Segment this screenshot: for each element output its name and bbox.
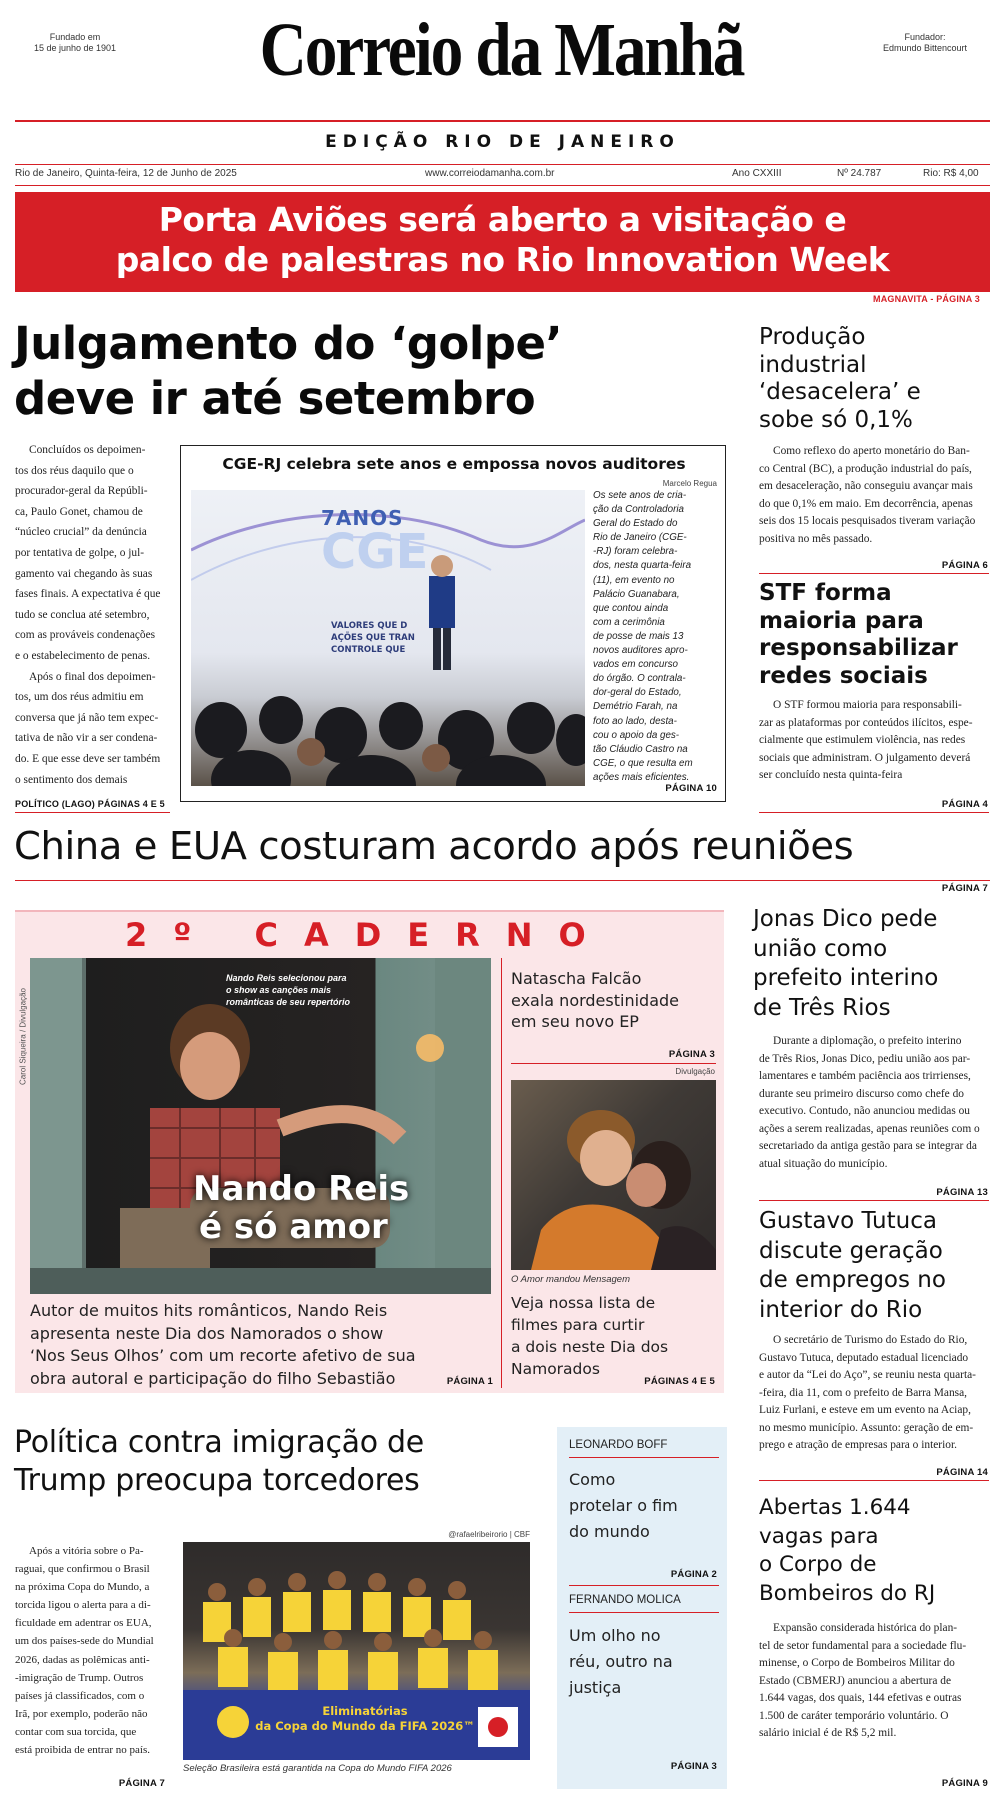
- cge-screen-text-line: AÇÕES QUE TRAN: [331, 633, 415, 643]
- china-page-ref[interactable]: PÁGINA 7: [941, 883, 988, 894]
- cge-caption-line: ações mais eficientes.: [593, 771, 690, 783]
- jonas-headline-line: prefeito interino: [753, 965, 939, 991]
- cge-caption-line: -RJ) foram celebra-: [593, 546, 678, 558]
- tutuca-headline-line: Gustavo Tutuca: [759, 1208, 937, 1234]
- edition-price: Rio: R$ 4,00: [923, 168, 979, 179]
- stf-page-ref[interactable]: PÁGINA 4: [941, 799, 988, 810]
- movie-headline-line: filmes para curtir: [511, 1316, 645, 1334]
- trump-body-line: -imigração de Trump. Outros: [15, 1671, 144, 1684]
- lead-body-line: fases finais. A expectativa é que: [15, 588, 161, 601]
- cge-caption-line: Rio de Janeiro (CGE-: [593, 532, 687, 544]
- tutuca-body: [759, 1332, 989, 1455]
- movie-photo-art: [511, 1080, 716, 1270]
- tutuca-body-line: Luiz Furlani, e esteve em um evento na Aciap,: [759, 1404, 971, 1416]
- trump-body-line: Após a vitória sobre o Pa-: [29, 1545, 144, 1557]
- trump-body-line: está proibida de entrar no país.: [15, 1744, 151, 1757]
- cge-caption-line: tão Cláudio Castro na: [593, 743, 688, 755]
- lead-body-line: gamento vai chegando às suas: [15, 567, 153, 580]
- trump-body-line: Irã, por exemplo, poderão não: [15, 1707, 148, 1720]
- tutuca-body-line: e autor da “Lei do Aço”, se reuniu nesta quarta-: [759, 1369, 976, 1381]
- lead-headline-line1: Julgamento do ‘golpe’: [14, 317, 563, 370]
- bombeiros-headline-line: Bombeiros do RJ: [759, 1580, 936, 1606]
- bombeiros-body-line: minense, o Corpo de Bombeiros Militar do: [759, 1657, 955, 1669]
- stf-body: [759, 697, 989, 785]
- industrial-page-ref[interactable]: PÁGINA 6: [941, 560, 988, 571]
- bombeiros-body-line: tel de setor fundamental para a sociedade flu-: [759, 1639, 967, 1652]
- bombeiros-page-ref[interactable]: PÁGINA 9: [941, 1778, 988, 1789]
- movie-headline[interactable]: [511, 1292, 716, 1380]
- lead-body-line: tativa de não vir a ser condena-: [15, 732, 158, 745]
- bombeiros-body: [759, 1620, 989, 1743]
- tutuca-headline-line: de empregos no: [759, 1267, 946, 1293]
- tutuca-body-line: O secretário de Turismo do Estado do Rio,: [773, 1334, 968, 1346]
- bombeiros-body-line: salário inicial é de R$ 5,2 mil.: [759, 1727, 897, 1739]
- col2-author-rule: [569, 1612, 719, 1613]
- trump-photo: [183, 1542, 530, 1760]
- lead-body-line: procurador-geral da Repúbli-: [15, 485, 148, 498]
- founded-label: Fundado em: [49, 32, 101, 42]
- dateline: [15, 168, 990, 182]
- lead-body-line: tos, um dos réus admitiu em: [15, 691, 144, 704]
- stf-headline-line: redes sociais: [759, 662, 928, 689]
- bombeiros-headline[interactable]: [759, 1494, 989, 1608]
- lead-headline[interactable]: [14, 316, 734, 426]
- jonas-body-line: atual situação do município.: [759, 1157, 888, 1170]
- bombeiros-headline-line: o Corpo de: [759, 1552, 877, 1577]
- cge-caption-line: Geral do Estado do: [593, 518, 678, 530]
- natascha-headline[interactable]: [511, 968, 716, 1033]
- natascha-headline-line: Natascha Falcão: [511, 969, 642, 988]
- col1-title-line: Como: [569, 1470, 616, 1489]
- lead-body-line: conversa que já não tem expec-: [15, 711, 159, 724]
- edition-year: Ano CXXIII: [732, 168, 782, 179]
- founder-block: [860, 32, 990, 54]
- tutuca-body-line: -feira, dia 11, com o prefeito de Barra Mansa,: [759, 1386, 968, 1399]
- trump-banner: [255, 1704, 475, 1734]
- caderno-side-credit: Carol Siqueira / Divulgação: [18, 988, 28, 1085]
- jonas-body-line: Durante a diplomação, o prefeito interino: [773, 1035, 962, 1047]
- nando-summary-line: apresenta neste Dia dos Namorados o show: [30, 1323, 384, 1343]
- movie-headline-line: Veja nossa lista de: [511, 1294, 656, 1312]
- website-link[interactable]: www.correiodamanha.com.br: [425, 168, 555, 179]
- cge-page-ref[interactable]: PÁGINA 10: [665, 783, 717, 794]
- cge-screen-text-line: VALORES QUE D: [331, 621, 408, 631]
- stf-body-line: zar as plataformas por conteúdos ilícitos, espe-: [759, 716, 973, 729]
- stf-headline[interactable]: [759, 580, 989, 690]
- masthead-rule-mid: [15, 164, 990, 165]
- col1-author-rule: [569, 1457, 719, 1458]
- industrial-body-line: seis dos 15 locais pesquisados tiveram variação: [759, 515, 976, 527]
- masthead-rule-top: [15, 120, 990, 122]
- industrial-body-line: do que 0,1% em maio. Em decorrência, apenas: [759, 497, 973, 510]
- lead-body-line: tudo se conclua até setembro,: [15, 608, 150, 621]
- trump-body-line: contar com sua torcida, que: [15, 1725, 137, 1738]
- lead-body-line: Após o final dos depoimen-: [29, 670, 156, 683]
- jonas-body-line: secretariado da antiga gestão para se integrar da: [759, 1140, 977, 1152]
- founded-block: [15, 32, 135, 54]
- industrial-headline[interactable]: [759, 324, 989, 434]
- stf-rule: [759, 812, 989, 813]
- cge-caption-line: do órgão. O contrala-: [593, 673, 686, 685]
- lead-body-line: Concluídos os depoimen-: [29, 444, 146, 456]
- industrial-headline-line: sobe só 0,1%: [759, 406, 913, 433]
- bombeiros-body-line: 1.500 de caráter temporário voluntário. O: [759, 1709, 949, 1722]
- banner-page-ref[interactable]: MAGNAVITA - PÁGINA 3: [873, 294, 980, 304]
- col1-author[interactable]: LEONARDO BOFF: [569, 1439, 668, 1451]
- trump-headline-line2: Trump preocupa torcedores: [14, 1463, 420, 1498]
- cge-screen-text: [331, 620, 415, 656]
- jonas-body: [759, 1033, 989, 1173]
- columns-box: [557, 1427, 727, 1789]
- cge-screen-text-line: CONTROLE QUE: [331, 645, 406, 655]
- natascha-page-ref[interactable]: PÁGINA 3: [668, 1049, 715, 1060]
- bombeiros-body-line: Estado (CBMERJ) anunciou a abertura de: [759, 1674, 952, 1687]
- nando-page-ref[interactable]: PÁGINA 1: [446, 1376, 493, 1387]
- cge-caption-line: dor-geral do Estado,: [593, 687, 682, 699]
- movie-photo: [511, 1080, 716, 1270]
- stf-body-line: cialmente que estimulem violência, nas redes: [759, 734, 966, 746]
- caderno-title[interactable]: 2º CADERNO: [125, 916, 612, 954]
- industrial-headline-line: industrial: [759, 351, 867, 378]
- lead-body-line: por tentativa de golpe, o jul-: [15, 546, 145, 559]
- banner-headline-line1: Porta Aviões será aberto a visitação e: [158, 200, 847, 239]
- jonas-headline-line: Jonas Dico pede: [753, 906, 938, 932]
- cge-caption-line: que contou ainda: [593, 602, 669, 614]
- movie-headline-line: a dois neste Dia dos: [511, 1338, 669, 1356]
- trump-body-line: ficuldade em adentrar os EUA,: [15, 1617, 152, 1630]
- founder-name: Edmundo Bittencourt: [882, 43, 968, 53]
- col1-title[interactable]: [569, 1467, 719, 1545]
- industrial-body-line: co Central (BC), a produção industrial do país,: [759, 462, 972, 475]
- stf-headline-line: STF forma: [759, 580, 892, 606]
- lead-body-line: o sentimento dos demais: [15, 773, 128, 786]
- caderno-box: [15, 910, 724, 1393]
- lead-body-line: tos dos réus daquilo que o: [15, 464, 134, 477]
- lead-page-ref[interactable]: POLÍTICO (LAGO) PÁGINAS 4 E 5: [15, 799, 165, 809]
- cge-credit: Marcelo Regua: [662, 479, 717, 488]
- nando-caption-line: o show as canções mais: [226, 985, 332, 995]
- jonas-headline[interactable]: [753, 905, 989, 1023]
- col1-page-ref[interactable]: PÁGINA 2: [670, 1569, 717, 1580]
- col-divider: [569, 1585, 719, 1586]
- trump-body-line: na próxima Copa do Mundo, a: [15, 1581, 150, 1594]
- col1-title-line: protelar o fim: [569, 1496, 678, 1515]
- cge-caption-line: CGE, o que resulta em: [593, 757, 693, 769]
- tutuca-headline-line: interior do Rio: [759, 1296, 923, 1323]
- cge-caption-line: Demétrio Farah, na: [593, 701, 678, 713]
- industrial-body-line: positiva no mês passado.: [759, 532, 873, 545]
- cge-caption-line: cou o apoio da ges-: [593, 729, 680, 741]
- edition-label: EDIÇÃO RIO DE JANEIRO: [325, 132, 680, 152]
- nando-caption-line: românticas de seu repertório: [226, 997, 351, 1007]
- lead-headline-line2: deve ir até setembro: [14, 372, 536, 425]
- trump-body: [15, 1542, 165, 1759]
- china-headline[interactable]: China e EUA costuram acordo após reuniões: [14, 824, 854, 869]
- stf-headline-line: responsabilizar: [759, 635, 958, 661]
- nando-summary-line: obra autoral e participação do filho Sebastião: [30, 1368, 396, 1388]
- jonas-page-ref[interactable]: PÁGINA 13: [936, 1187, 988, 1198]
- natascha-rule: [511, 1063, 716, 1064]
- nando-overlay-line1: Nando Reis: [193, 1169, 410, 1209]
- cge-caption-line: de posse de mais 13: [593, 630, 684, 642]
- jonas-headline-line: de Três Rios: [753, 994, 891, 1021]
- cge-photo: [191, 490, 585, 786]
- tutuca-body-line: no mesmo município. Assunto: geração de em-: [759, 1421, 974, 1434]
- trump-body-line: países já classificados, com o: [15, 1689, 145, 1702]
- industrial-body-line: em desaceleração, não conseguiu avançar mais: [759, 480, 973, 492]
- tutuca-headline-line: discute geração: [759, 1237, 943, 1264]
- trump-caption: Seleção Brasileira está garantida na Copa do Mundo FIFA 2026: [183, 1763, 452, 1774]
- tutuca-rule: [759, 1480, 989, 1481]
- cge-caption-line: com a cerimônia: [593, 616, 665, 628]
- trump-page-ref[interactable]: PÁGINA 7: [118, 1778, 165, 1789]
- industrial-body: [759, 443, 989, 548]
- col2-page-ref[interactable]: PÁGINA 3: [670, 1761, 717, 1772]
- movie-caption: O Amor mandou Mensagem: [511, 1274, 630, 1285]
- tutuca-body-line: Gustavo Tutuca, deputado estadual licenciado: [759, 1351, 969, 1364]
- cge-caption-line: (11), em evento no: [593, 574, 675, 586]
- cge-screen-line1: 7ANOS: [321, 506, 404, 530]
- nando-photo: [30, 958, 491, 1294]
- trump-banner-line1: Eliminatórias: [322, 1704, 408, 1718]
- jonas-body-line: de Três Rios, Jonas Dico, pediu união aos par-: [759, 1052, 971, 1065]
- jonas-body-line: lamentares e também paciência aos trirrienses,: [759, 1070, 971, 1082]
- col1-title-line: do mundo: [569, 1522, 650, 1541]
- stf-headline-line: maioria para: [759, 607, 924, 634]
- jonas-body-line: durante seu primeiro discurso como chefe do: [759, 1087, 964, 1100]
- lead-body-line: “núcleo crucial” da denúncia: [15, 526, 147, 539]
- bombeiros-headline-line: Abertas 1.644: [759, 1495, 911, 1520]
- founder-label: Fundador:: [904, 32, 946, 42]
- lead-rule: [15, 812, 170, 813]
- stf-body-line: ser concluído nesta quinta-feira: [759, 769, 903, 781]
- natascha-headline-line: exala nordestinidade: [511, 990, 679, 1010]
- trump-body-line: 2026, dadas as polêmicas anti-: [15, 1653, 150, 1666]
- industrial-headline-line: Produção: [759, 324, 866, 350]
- bombeiros-body-line: 1.644 vagas, dos quais, 144 efetivas e outras: [759, 1692, 962, 1704]
- nando-overlay-line2: é só amor: [199, 1207, 388, 1247]
- edition-number: Nº 24.787: [837, 168, 882, 179]
- col2-author[interactable]: FERNANDO MOLICA: [569, 1594, 681, 1606]
- jonas-rule: [759, 1200, 989, 1201]
- trump-body-line: raguai, que confirmou o Brasil: [15, 1563, 150, 1576]
- stf-body-line: sociais que administram. O julgamento deverá: [759, 751, 971, 764]
- bombeiros-body-line: Expansão considerada histórica do plan-: [773, 1622, 958, 1634]
- jonas-body-line: executivo. Contudo, não anunciou medidas ou: [759, 1105, 970, 1117]
- cge-caption-line: foto ao lado, desta-: [593, 715, 677, 727]
- trump-banner-line2: da Copa do Mundo da FIFA 2026™: [255, 1719, 475, 1733]
- cge-caption-line: dos, nesta quarta-feira: [593, 560, 692, 572]
- top-banner[interactable]: [15, 192, 990, 292]
- cge-caption-line: vados em concurso: [593, 659, 678, 671]
- nando-caption-line: Nando Reis selecionou para: [226, 973, 347, 983]
- stf-body-line: O STF formou maioria para responsabili-: [773, 699, 962, 711]
- masthead-rule-bottom: [15, 185, 990, 186]
- cge-caption-line: Os sete anos de cria-: [593, 490, 687, 501]
- trump-headline[interactable]: [14, 1424, 554, 1500]
- cge-box: [180, 445, 726, 802]
- nando-summary-line: Autor de muitos hits românticos, Nando Reis: [30, 1301, 388, 1320]
- masthead-title[interactable]: Correio da Manhã: [259, 8, 744, 92]
- tutuca-headline[interactable]: [759, 1207, 989, 1325]
- cge-caption-line: Palácio Guanabara,: [593, 588, 680, 600]
- col2-title-line: Um olho no: [569, 1626, 661, 1645]
- movie-credit: Divulgação: [675, 1067, 715, 1076]
- cge-caption-line: ção da Controladoria: [593, 504, 684, 516]
- cge-screen-line2: CGE: [321, 524, 429, 580]
- movie-page-ref[interactable]: PÁGINAS 4 E 5: [644, 1376, 715, 1387]
- lead-body-line: com as prováveis condenações: [15, 629, 156, 642]
- tutuca-page-ref[interactable]: PÁGINA 14: [936, 1467, 988, 1478]
- industrial-body-line: Como reflexo do aperto monetário do Ban-: [773, 445, 970, 457]
- lead-body-line: do. E que esse deve ser também: [15, 752, 161, 765]
- banner-headline-line2: palco de palestras no Rio Innovation Week: [115, 240, 890, 279]
- cge-caption-line: novos auditores apro-: [593, 645, 688, 657]
- col2-title-line: justiça: [569, 1678, 622, 1697]
- edition-date: Rio de Janeiro, Quinta-feira, 12 de Junho de 2025: [15, 168, 237, 179]
- movie-headline-line: Namorados: [511, 1360, 600, 1378]
- tutuca-body-line: prego e atração de empresas para o interior.: [759, 1439, 957, 1451]
- col2-title-line: réu, outro na: [569, 1652, 673, 1671]
- nando-overlay: [193, 1170, 491, 1246]
- trump-body-line: um dos países-sede do Mundial: [15, 1635, 154, 1648]
- bombeiros-headline-line: vagas para: [759, 1523, 879, 1549]
- cge-caption: [593, 489, 723, 785]
- jonas-body-line: ações a serem realizadas, apenas reuniões com o: [759, 1122, 980, 1135]
- founded-date: 15 de junho de 1901: [33, 43, 117, 53]
- lead-body: [15, 440, 165, 790]
- trump-photo-credit: @rafaelribeirorio | CBF: [448, 1530, 530, 1539]
- natascha-headline-line: em seu novo EP: [511, 1012, 639, 1031]
- caderno-divider: [501, 958, 502, 1388]
- lead-body-line: e o estabelecimento de penas.: [15, 649, 151, 662]
- nando-summary-line: ‘Nos Seus Olhos’ com um recorte afetivo de sua: [30, 1346, 416, 1365]
- lead-body-line: ca, Paulo Gonet, chamou de: [15, 505, 143, 518]
- industrial-headline-line: ‘desacelera’ e: [759, 379, 921, 405]
- china-rule: [15, 880, 990, 881]
- cge-headline[interactable]: CGE-RJ celebra sete anos e empossa novos auditores: [222, 455, 686, 473]
- jonas-headline-line: união como: [753, 935, 888, 962]
- trump-headline-line1: Política contra imigração de: [14, 1425, 424, 1460]
- industrial-rule: [759, 573, 989, 574]
- col2-title[interactable]: [569, 1623, 719, 1701]
- trump-body-line: torcida ligou o alerta para a di-: [15, 1599, 151, 1612]
- nando-photo-caption: [226, 972, 386, 1008]
